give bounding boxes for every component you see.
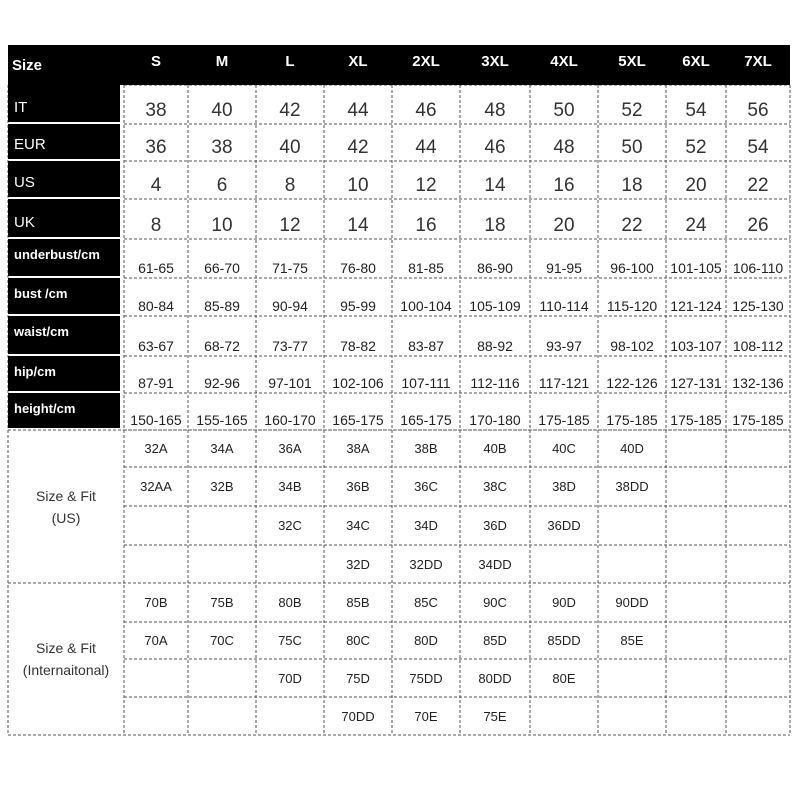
conversion-value: 18	[621, 175, 643, 196]
cup-size-cell: 70E	[414, 708, 438, 724]
measurement-value: 160-170	[264, 412, 316, 428]
cup-size-cell: 70DD	[341, 708, 375, 724]
measurement-value: 112-116	[470, 375, 520, 391]
cup-size-cell: 32A	[144, 441, 168, 456]
cup-size-cell: 40B	[483, 441, 507, 456]
cup-size-cell: 34C	[346, 518, 370, 533]
conversion-value: 52	[621, 100, 643, 121]
conversion-value: 44	[347, 100, 369, 121]
cup-size-cell: 80DD	[478, 670, 512, 686]
cup-size-cell: 40D	[620, 441, 644, 456]
conversion-value: 44	[415, 137, 437, 158]
conversion-value: 22	[747, 175, 769, 196]
fit-us-label-line: (US)	[51, 509, 81, 526]
cup-size-cell: 80C	[346, 633, 370, 648]
measurement-value: 91-95	[546, 260, 582, 276]
measurement-value: 83-87	[408, 338, 444, 354]
cup-size-cell: 85B	[346, 595, 370, 610]
conversion-value: 40	[279, 137, 301, 158]
conversion-value: 48	[484, 100, 506, 121]
measurement-value: 97-101	[268, 375, 312, 391]
size-header-5xl: 5XL	[598, 45, 666, 77]
measurement-value: 61-65	[138, 260, 174, 276]
cup-size-cell: 80B	[278, 595, 302, 610]
measurement-value: 103-107	[670, 338, 722, 354]
conversion-value: 38	[211, 137, 233, 158]
cup-size-cell: 32B	[210, 479, 234, 494]
measurement-value: 98-102	[610, 338, 654, 354]
measurement-value: 90-94	[272, 298, 308, 314]
cup-size-cell: 85C	[414, 595, 438, 610]
measurement-value: 127-131	[670, 375, 722, 391]
measurement-value: 88-92	[477, 338, 513, 354]
cup-size-cell: 85DD	[547, 633, 581, 648]
cup-size-cell: 90DD	[615, 595, 649, 610]
conversion-value: 12	[415, 175, 437, 196]
cup-size-cell: 36D	[483, 518, 507, 533]
measurement-value: 170-180	[469, 412, 521, 428]
cup-size-cell: 36A	[278, 441, 302, 456]
size-header-6xl: 6XL	[666, 45, 726, 77]
conversion-value: 52	[685, 137, 707, 158]
fit-us-label-line: Size & Fit	[36, 487, 96, 504]
size-system-label: EUR	[8, 124, 120, 159]
conversion-value: 36	[145, 137, 167, 158]
size-header-xl: XL	[324, 45, 392, 77]
measurement-value: 76-80	[340, 260, 376, 276]
cup-size-cell: 90C	[483, 595, 507, 610]
conversion-value: 54	[747, 137, 769, 158]
measurement-value: 81-85	[408, 260, 444, 276]
measurement-value: 175-185	[732, 412, 784, 428]
measurement-value: 110-114	[539, 298, 589, 314]
cup-size-cell: 32DD	[409, 556, 443, 572]
size-header-l: L	[256, 45, 324, 77]
measurement-label: hip/cm	[8, 356, 120, 391]
measurement-value: 86-90	[477, 260, 513, 276]
conversion-value: 14	[484, 175, 506, 196]
measurement-value: 108-112	[732, 338, 784, 354]
conversion-value: 42	[279, 100, 301, 121]
measurement-value: 85-89	[204, 298, 240, 314]
cup-size-cell: 85E	[620, 633, 644, 648]
conversion-value: 16	[415, 215, 437, 236]
size-header-2xl: 2XL	[392, 45, 460, 77]
conversion-value: 18	[484, 215, 506, 236]
conversion-value: 20	[685, 175, 707, 196]
measurement-value: 175-185	[606, 412, 658, 428]
cup-size-cell: 90D	[552, 595, 576, 610]
cup-size-cell: 85D	[483, 633, 507, 648]
size-system-label: US	[8, 161, 120, 197]
cup-size-cell: 38C	[483, 479, 507, 494]
measurement-value: 101-105	[670, 260, 722, 276]
cup-size-cell: 34B	[278, 479, 302, 494]
cup-size-cell: 34D	[414, 518, 438, 533]
measurement-value: 96-100	[610, 260, 654, 276]
cup-size-cell: 36B	[346, 479, 370, 494]
fit-intl-label	[8, 583, 124, 735]
measurement-value: 71-75	[272, 260, 308, 276]
size-header-3xl: 3XL	[460, 45, 530, 77]
measurement-value: 150-165	[130, 412, 182, 428]
conversion-value: 10	[211, 215, 233, 236]
cup-size-cell: 34DD	[478, 556, 512, 572]
conversion-value: 26	[747, 215, 769, 236]
measurement-value: 63-67	[138, 338, 174, 354]
fit-intl-label-line: Size & Fit	[36, 640, 96, 656]
measurement-value: 100-104	[400, 298, 452, 314]
conversion-value: 40	[211, 100, 233, 121]
size-header-s: S	[124, 45, 188, 77]
measurement-value: 125-130	[732, 298, 784, 314]
size-header-m: M	[188, 45, 256, 77]
cup-size-cell: 75E	[483, 708, 507, 724]
cup-size-cell: 38D	[552, 479, 576, 494]
measurement-value: 165-175	[400, 412, 452, 428]
cup-size-cell: 80E	[552, 670, 576, 686]
cup-size-cell: 70C	[210, 633, 234, 648]
cup-size-cell: 70B	[144, 595, 168, 610]
conversion-value: 56	[747, 100, 769, 121]
conversion-value: 20	[553, 215, 575, 236]
conversion-value: 50	[553, 100, 575, 121]
measurement-value: 106-110	[732, 260, 784, 276]
cup-size-cell: 32C	[278, 518, 302, 533]
fit-us-label	[8, 430, 124, 583]
measurement-value: 132-136	[732, 375, 784, 391]
cup-size-cell: 75C	[278, 633, 302, 648]
conversion-value: 24	[685, 215, 707, 236]
conversion-value: 6	[216, 175, 228, 196]
cup-size-cell: 36C	[414, 479, 438, 494]
measurement-value: 122-126	[606, 375, 658, 391]
conversion-value: 22	[621, 215, 643, 236]
measurement-value: 107-111	[401, 375, 451, 391]
size-system-label: IT	[8, 85, 120, 122]
cup-size-cell: 40C	[552, 441, 576, 456]
measurement-value: 68-72	[204, 338, 240, 354]
measurement-label: underbust/cm	[8, 239, 120, 276]
measurement-value: 175-185	[538, 412, 590, 428]
conversion-value: 42	[347, 137, 369, 158]
cup-size-cell: 32AA	[140, 479, 172, 494]
measurement-value: 102-106	[332, 375, 384, 391]
measurement-value: 95-99	[340, 298, 376, 314]
conversion-value: 14	[347, 215, 369, 236]
measurement-value: 165-175	[332, 412, 384, 428]
conversion-value: 16	[553, 175, 575, 196]
conversion-value: 8	[150, 215, 162, 236]
conversion-value: 10	[347, 175, 369, 196]
size-header-4xl: 4XL	[530, 45, 598, 77]
cup-size-cell: 32D	[346, 556, 370, 572]
measurement-value: 121-124	[670, 298, 722, 314]
conversion-value: 46	[484, 137, 506, 158]
measurement-value: 155-165	[196, 412, 248, 428]
measurement-label: waist/cm	[8, 316, 120, 354]
cup-size-cell: 70D	[278, 670, 302, 686]
conversion-value: 46	[415, 100, 437, 121]
cup-size-cell: 34A	[210, 441, 234, 456]
measurement-value: 92-96	[204, 375, 240, 391]
cup-size-cell: 38B	[414, 441, 438, 456]
conversion-value: 48	[553, 137, 575, 158]
conversion-value: 12	[279, 215, 301, 236]
cup-size-cell: 38DD	[615, 479, 649, 494]
cup-size-cell: 38A	[346, 441, 370, 456]
size-header-label: Size	[8, 45, 124, 85]
measurement-value: 175-185	[670, 412, 722, 428]
conversion-value: 50	[621, 137, 643, 158]
conversion-value: 8	[284, 175, 296, 196]
measurement-value: 115-120	[606, 298, 658, 314]
measurement-value: 105-109	[469, 298, 521, 314]
measurement-value: 73-77	[272, 338, 308, 354]
measurement-value: 93-97	[546, 338, 582, 354]
measurement-label: height/cm	[8, 393, 120, 428]
cup-size-cell: 36DD	[547, 518, 581, 533]
cup-size-cell: 75DD	[409, 670, 443, 686]
cup-size-cell: 75D	[346, 670, 370, 686]
measurement-value: 87-91	[138, 375, 174, 391]
fit-intl-label-line: (Internaitonal)	[22, 662, 110, 678]
conversion-value: 4	[150, 175, 162, 196]
cup-size-cell: 75B	[210, 595, 234, 610]
size-header-7xl: 7XL	[726, 45, 790, 77]
cup-size-cell: 70A	[144, 633, 168, 648]
conversion-value: 54	[685, 100, 707, 121]
cup-size-cell: 80D	[414, 633, 438, 648]
measurement-label: bust /cm	[8, 278, 120, 314]
measurement-value: 117-121	[538, 375, 590, 391]
measurement-value: 80-84	[138, 298, 174, 314]
measurement-value: 66-70	[204, 260, 240, 276]
measurement-value: 78-82	[340, 338, 376, 354]
conversion-value: 38	[145, 100, 167, 121]
size-system-label: UK	[8, 199, 120, 237]
